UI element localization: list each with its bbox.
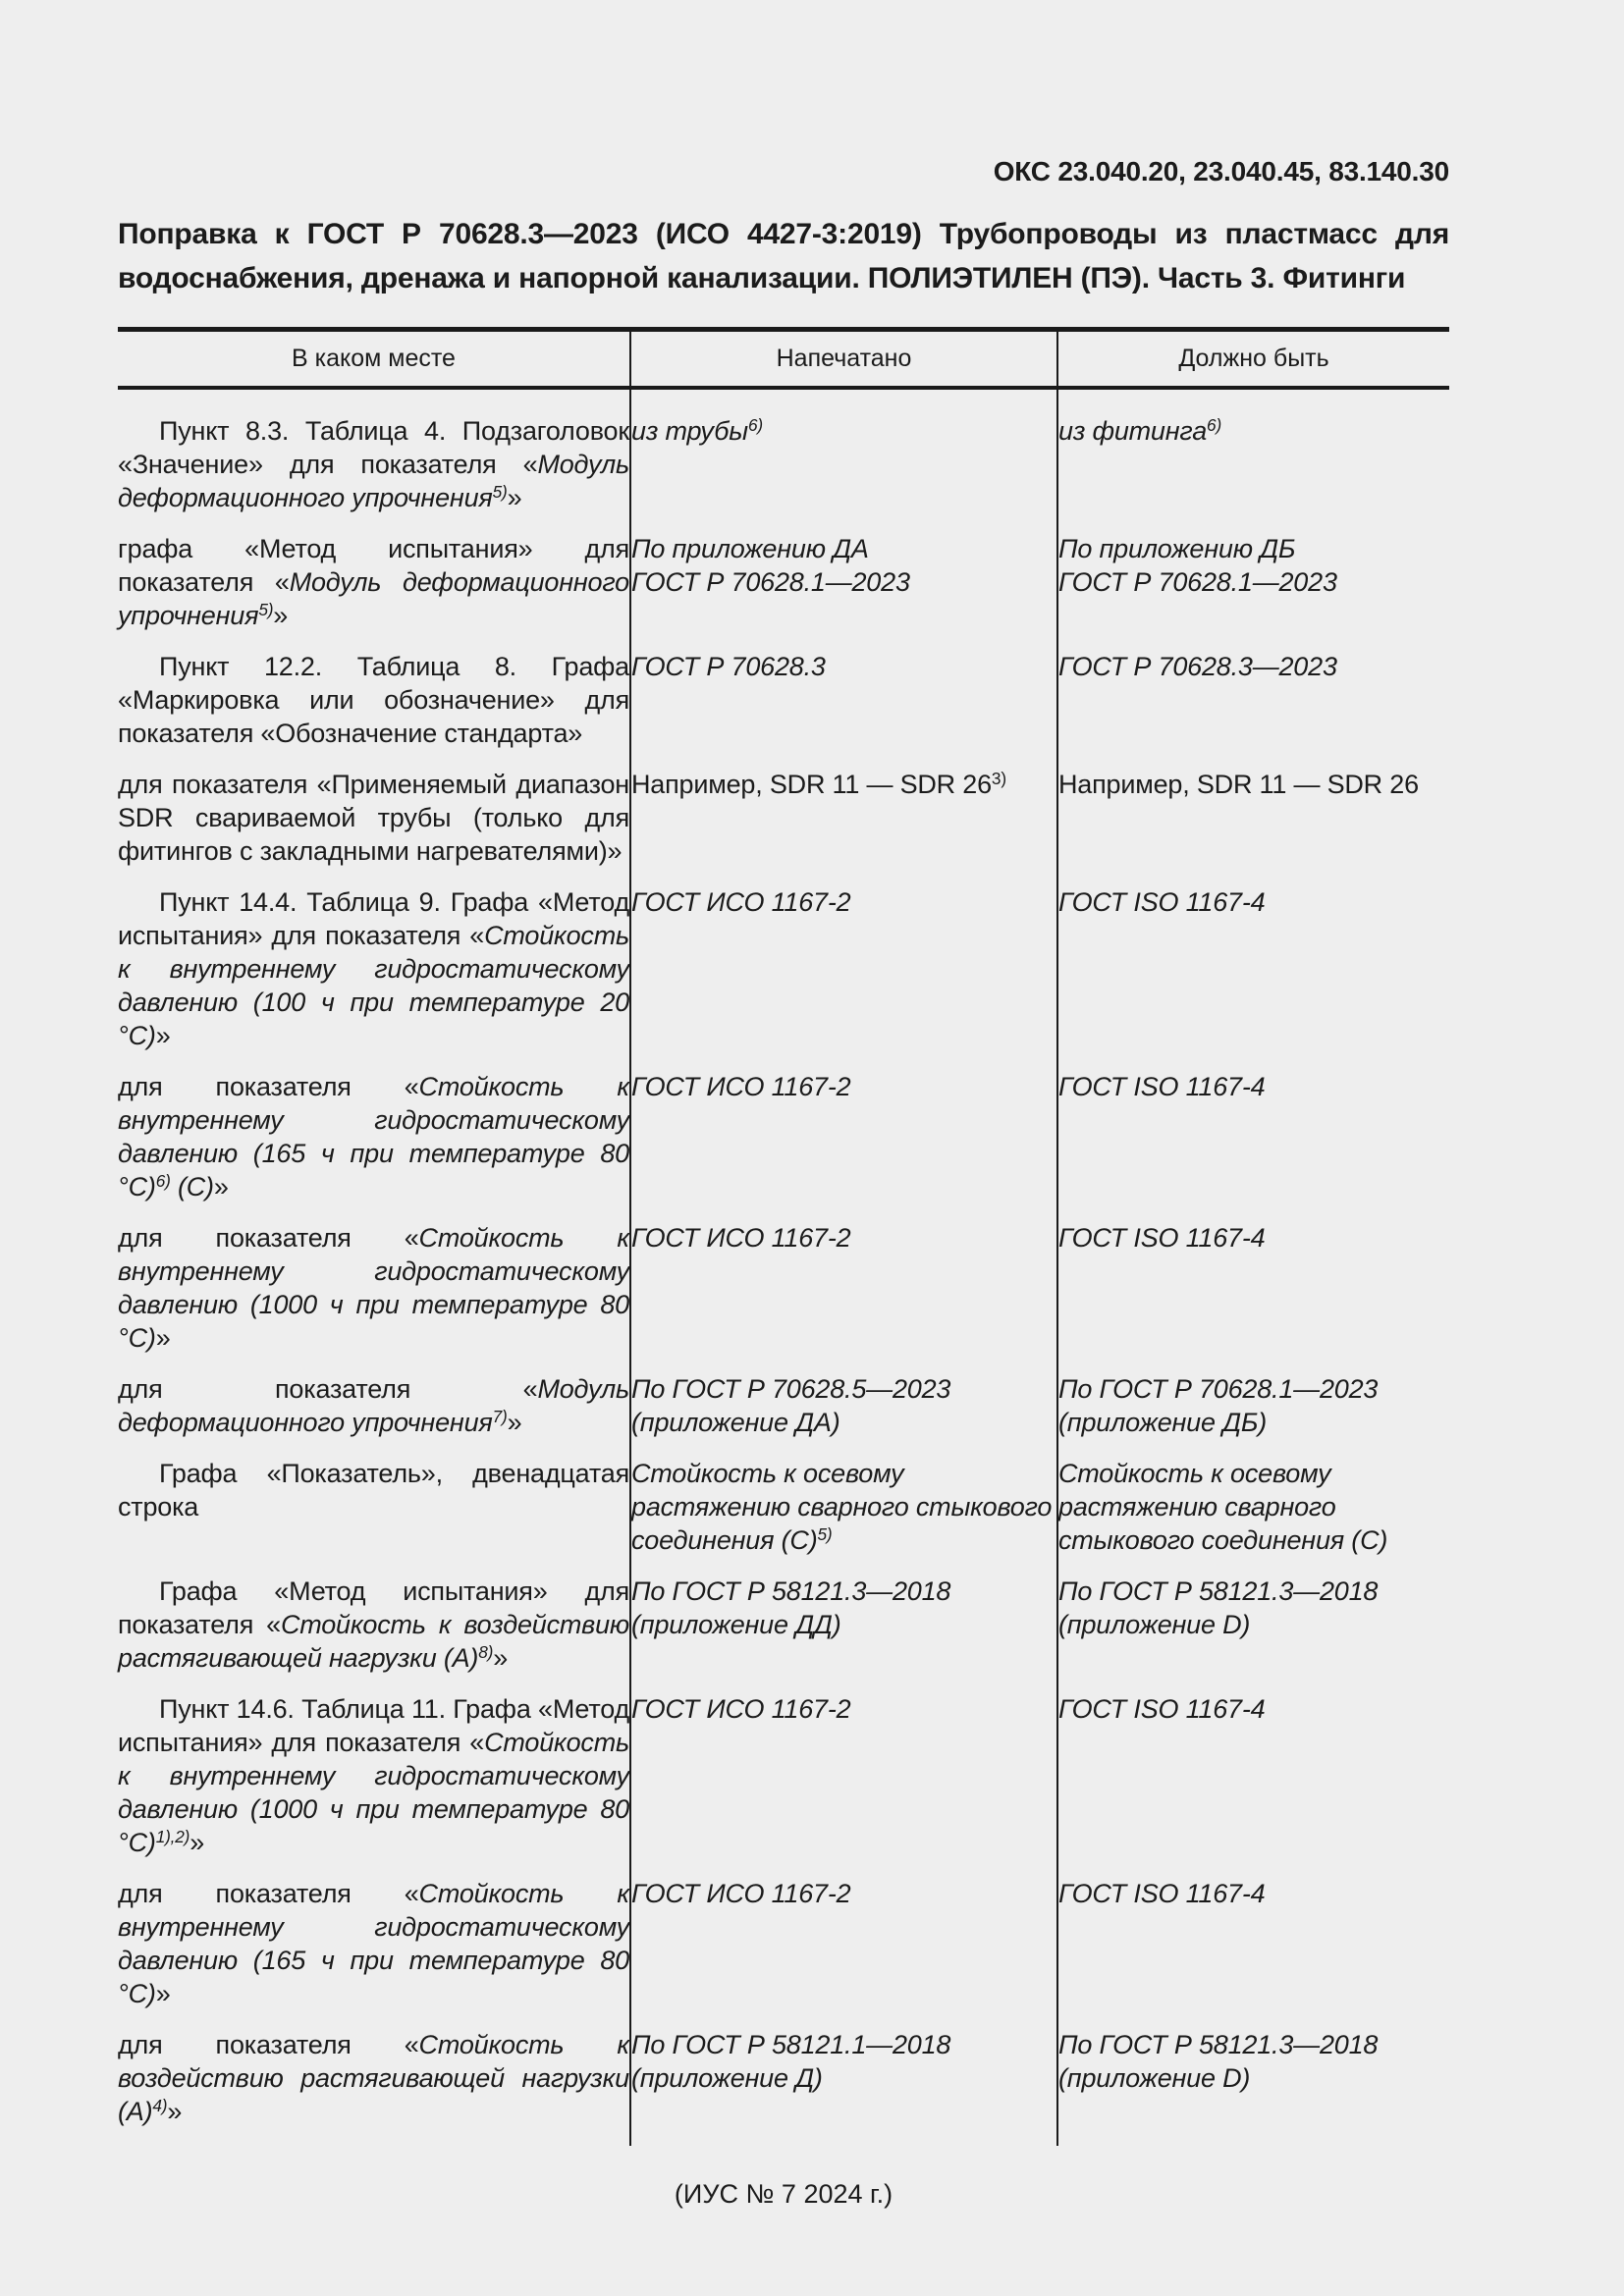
text-segment: » xyxy=(155,1979,171,2008)
text-segment: для показателя « xyxy=(118,1072,419,1101)
text-segment: ГОСТ ISO 1167-4 xyxy=(1058,1223,1266,1253)
corrections-table xyxy=(118,327,1449,2146)
text-segment: ГОСТ ISO 1167-4 xyxy=(1058,1072,1266,1101)
column-header-printed: Напечатано xyxy=(630,330,1057,389)
text-segment: Графа «Показатель», двенадцатая строка xyxy=(118,1459,629,1522)
text-segment: 5) xyxy=(492,481,508,502)
text-segment: ГОСТ Р 70628.1—2023 xyxy=(1058,567,1337,597)
cell-should xyxy=(1057,1070,1449,1221)
cell-should xyxy=(1057,1372,1449,1457)
text-segment: из трубы xyxy=(631,416,748,446)
text-segment: 6) xyxy=(1207,414,1221,435)
cell-printed xyxy=(630,532,1057,650)
cell-place xyxy=(118,1070,630,1221)
text-segment: По приложению ДБ xyxy=(1058,534,1296,563)
text-segment: (приложение ДА) xyxy=(631,1408,840,1437)
cell-should xyxy=(1057,388,1449,532)
cell-should xyxy=(1057,1575,1449,1692)
text-segment: 3) xyxy=(991,768,1006,788)
text-segment: (приложение D) xyxy=(1058,2063,1251,2093)
text-segment: (приложение ДД) xyxy=(631,1610,841,1639)
cell-printed xyxy=(630,388,1057,532)
text-segment: 1),2) xyxy=(155,1826,190,1846)
column-header-place: В каком месте xyxy=(118,330,630,389)
table-row xyxy=(118,1692,1449,1877)
text-segment: (С) xyxy=(170,1172,214,1201)
text-segment: Стойкость к воздействию растягивающей нагрузки (А) xyxy=(118,1610,629,1673)
cell-printed xyxy=(630,1692,1057,1877)
cell-place xyxy=(118,768,630,885)
corrections-table-body xyxy=(118,388,1449,2146)
text-segment: Стойкость к осевому растяжению сварного стыкового соединения (С) xyxy=(631,1459,1053,1555)
text-segment: » xyxy=(155,1021,171,1050)
issue-note: (ИУС № 7 2024 г.) xyxy=(674,2179,893,2209)
cell-printed xyxy=(630,1457,1057,1575)
cell-printed xyxy=(630,650,1057,768)
text-segment: Пункт 14.4. Таблица 9. Графа «Метод испытания» для показателя « xyxy=(118,887,629,950)
text-segment: Стойкость к воздействию растягивающей нагрузки (А) xyxy=(118,2030,629,2126)
text-segment: ГОСТ Р 70628.3 xyxy=(631,652,826,681)
cell-place xyxy=(118,1877,630,2028)
text-segment: » xyxy=(155,1323,171,1353)
cell-should xyxy=(1057,1877,1449,2028)
table-header-row xyxy=(118,330,1449,389)
text-segment: для показателя « xyxy=(118,1223,419,1253)
cell-should xyxy=(1057,1457,1449,1575)
text-segment: » xyxy=(507,1408,522,1437)
table-row xyxy=(118,1575,1449,1692)
text-segment: Например, SDR 11 — SDR 26 xyxy=(631,770,992,799)
text-segment: 7) xyxy=(492,1406,508,1426)
text-segment: (приложение D) xyxy=(1058,1610,1251,1639)
text-segment: » xyxy=(167,2097,183,2126)
text-segment: 4) xyxy=(152,2095,168,2115)
text-segment: По ГОСТ Р 58121.3—2018 xyxy=(1058,2030,1379,2059)
text-segment: ГОСТ ИСО 1167-2 xyxy=(631,887,851,917)
text-segment: Стойкость к внутреннему гидростатическому давлению (100 ч при температуре 20 °С) xyxy=(118,921,629,1050)
cell-place xyxy=(118,2028,630,2146)
cell-place xyxy=(118,1457,630,1575)
cell-printed xyxy=(630,1575,1057,1692)
page-content xyxy=(118,0,1449,2211)
table-row xyxy=(118,532,1449,650)
text-segment: Пункт 12.2. Таблица 8. Графа «Маркировка или обозначение» для показателя «Обозначение стандарта» xyxy=(118,652,629,748)
text-segment: ГОСТ ISO 1167-4 xyxy=(1058,1694,1266,1724)
text-segment: 6) xyxy=(155,1170,171,1191)
text-segment: ГОСТ Р 70628.1—2023 xyxy=(631,567,910,597)
text-segment: По ГОСТ Р 70628.1—2023 xyxy=(1058,1374,1379,1404)
text-segment: ГОСТ ИСО 1167-2 xyxy=(631,1223,851,1253)
text-segment: Стойкость к осевому растяжению сварного стыкового соединения (С) xyxy=(1058,1459,1388,1555)
text-segment: » xyxy=(189,1828,205,1857)
cell-should xyxy=(1057,885,1449,1070)
text-segment: » xyxy=(213,1172,229,1201)
text-segment: Модуль деформационного упрочнения xyxy=(118,1374,629,1437)
cell-should xyxy=(1057,1221,1449,1372)
text-segment: Пункт 14.6. Таблица 11. Графа «Метод испытания» для показателя « xyxy=(118,1694,629,1757)
column-header-should-be: Должно быть xyxy=(1057,330,1449,389)
cell-place xyxy=(118,650,630,768)
text-segment: ГОСТ Р 70628.3—2023 xyxy=(1058,652,1337,681)
cell-printed xyxy=(630,1877,1057,2028)
cell-should xyxy=(1057,650,1449,768)
cell-place xyxy=(118,1221,630,1372)
text-segment: (приложение ДБ) xyxy=(1058,1408,1268,1437)
cell-place xyxy=(118,1692,630,1877)
text-segment: ГОСТ ИСО 1167-2 xyxy=(631,1879,851,1908)
table-row xyxy=(118,1070,1449,1221)
text-segment: По ГОСТ Р 58121.1—2018 xyxy=(631,2030,951,2059)
text-segment: графа «Метод испытания» для показателя « xyxy=(118,534,629,597)
text-segment: » xyxy=(493,1643,509,1673)
cell-should xyxy=(1057,1692,1449,1877)
text-segment: Стойкость к внутреннему гидростатическому давлению (165 ч при температуре 80 °С) xyxy=(118,1072,629,1201)
document-title: Поправка к ГОСТ Р 70628.3—2023 (ИСО 4427-3:2019) Трубопроводы из пластмасс для водоснабжения, дренажа и напорной канализации. ПОЛИЭТИЛЕН (ПЭ). Часть 3. Фитинги xyxy=(118,218,1449,294)
text-segment: Модуль деформационного упрочнения xyxy=(118,450,629,512)
text-segment: По ГОСТ Р 58121.3—2018 xyxy=(631,1576,951,1606)
cell-printed xyxy=(630,1221,1057,1372)
table-row xyxy=(118,1221,1449,1372)
text-segment: 5) xyxy=(258,599,274,619)
cell-place xyxy=(118,1372,630,1457)
text-segment: 5) xyxy=(817,1523,833,1544)
text-segment: ГОСТ ISO 1167-4 xyxy=(1058,887,1266,917)
cell-should xyxy=(1057,2028,1449,2146)
cell-should xyxy=(1057,532,1449,650)
table-row xyxy=(118,1457,1449,1575)
cell-printed xyxy=(630,1372,1057,1457)
table-row xyxy=(118,388,1449,532)
table-row xyxy=(118,1877,1449,2028)
table-row xyxy=(118,1372,1449,1457)
text-segment: для показателя « xyxy=(118,1879,419,1908)
text-segment: ГОСТ ИСО 1167-2 xyxy=(631,1694,851,1724)
oks-classification-code: ОКС 23.040.20, 23.040.45, 83.140.30 xyxy=(993,156,1449,187)
text-segment: Стойкость к внутреннему гидростатическому давлению (165 ч при температуре 80 °С) xyxy=(118,1879,629,2008)
text-segment: 8) xyxy=(478,1641,494,1662)
text-segment: По приложению ДА xyxy=(631,534,869,563)
text-segment: из фитинга xyxy=(1058,416,1208,446)
text-segment: По ГОСТ Р 58121.3—2018 xyxy=(1058,1576,1379,1606)
cell-should xyxy=(1057,768,1449,885)
text-segment: Например, SDR 11 — SDR 26 xyxy=(1058,770,1419,799)
cell-printed xyxy=(630,2028,1057,2146)
text-segment: ГОСТ ИСО 1167-2 xyxy=(631,1072,851,1101)
text-segment: (приложение Д) xyxy=(631,2063,823,2093)
table-row xyxy=(118,2028,1449,2146)
text-segment: Стойкость к внутреннему гидростатическому давлению (1000 ч при температуре 80 °С) xyxy=(118,1728,629,1857)
cell-printed xyxy=(630,885,1057,1070)
cell-place xyxy=(118,885,630,1070)
cell-printed xyxy=(630,768,1057,885)
table-row xyxy=(118,650,1449,768)
text-segment: » xyxy=(273,601,289,630)
table-row xyxy=(118,885,1449,1070)
text-segment: для показателя « xyxy=(118,2030,419,2059)
text-segment: для показателя « xyxy=(118,1374,538,1404)
cell-place xyxy=(118,388,630,532)
text-segment: Пункт 8.3. Таблица 4. Подзаголовок «Значение» для показателя « xyxy=(118,416,629,479)
text-segment: » xyxy=(507,483,522,512)
text-segment: ГОСТ ISO 1167-4 xyxy=(1058,1879,1266,1908)
text-segment: 6) xyxy=(747,414,763,435)
text-segment: Графа «Метод испытания» для показателя « xyxy=(118,1576,629,1639)
text-segment: для показателя «Применяемый диапазон SDR свариваемой трубы (только для фитингов с закладными нагревателями)» xyxy=(118,770,629,866)
table-row xyxy=(118,768,1449,885)
cell-place xyxy=(118,532,630,650)
text-segment: Модуль деформационного упрочнения xyxy=(118,567,629,630)
cell-place xyxy=(118,1575,630,1692)
text-segment: Стойкость к внутреннему гидростатическому давлению (1000 ч при температуре 80 °С) xyxy=(118,1223,629,1353)
text-segment: По ГОСТ Р 70628.5—2023 xyxy=(631,1374,951,1404)
cell-printed xyxy=(630,1070,1057,1221)
